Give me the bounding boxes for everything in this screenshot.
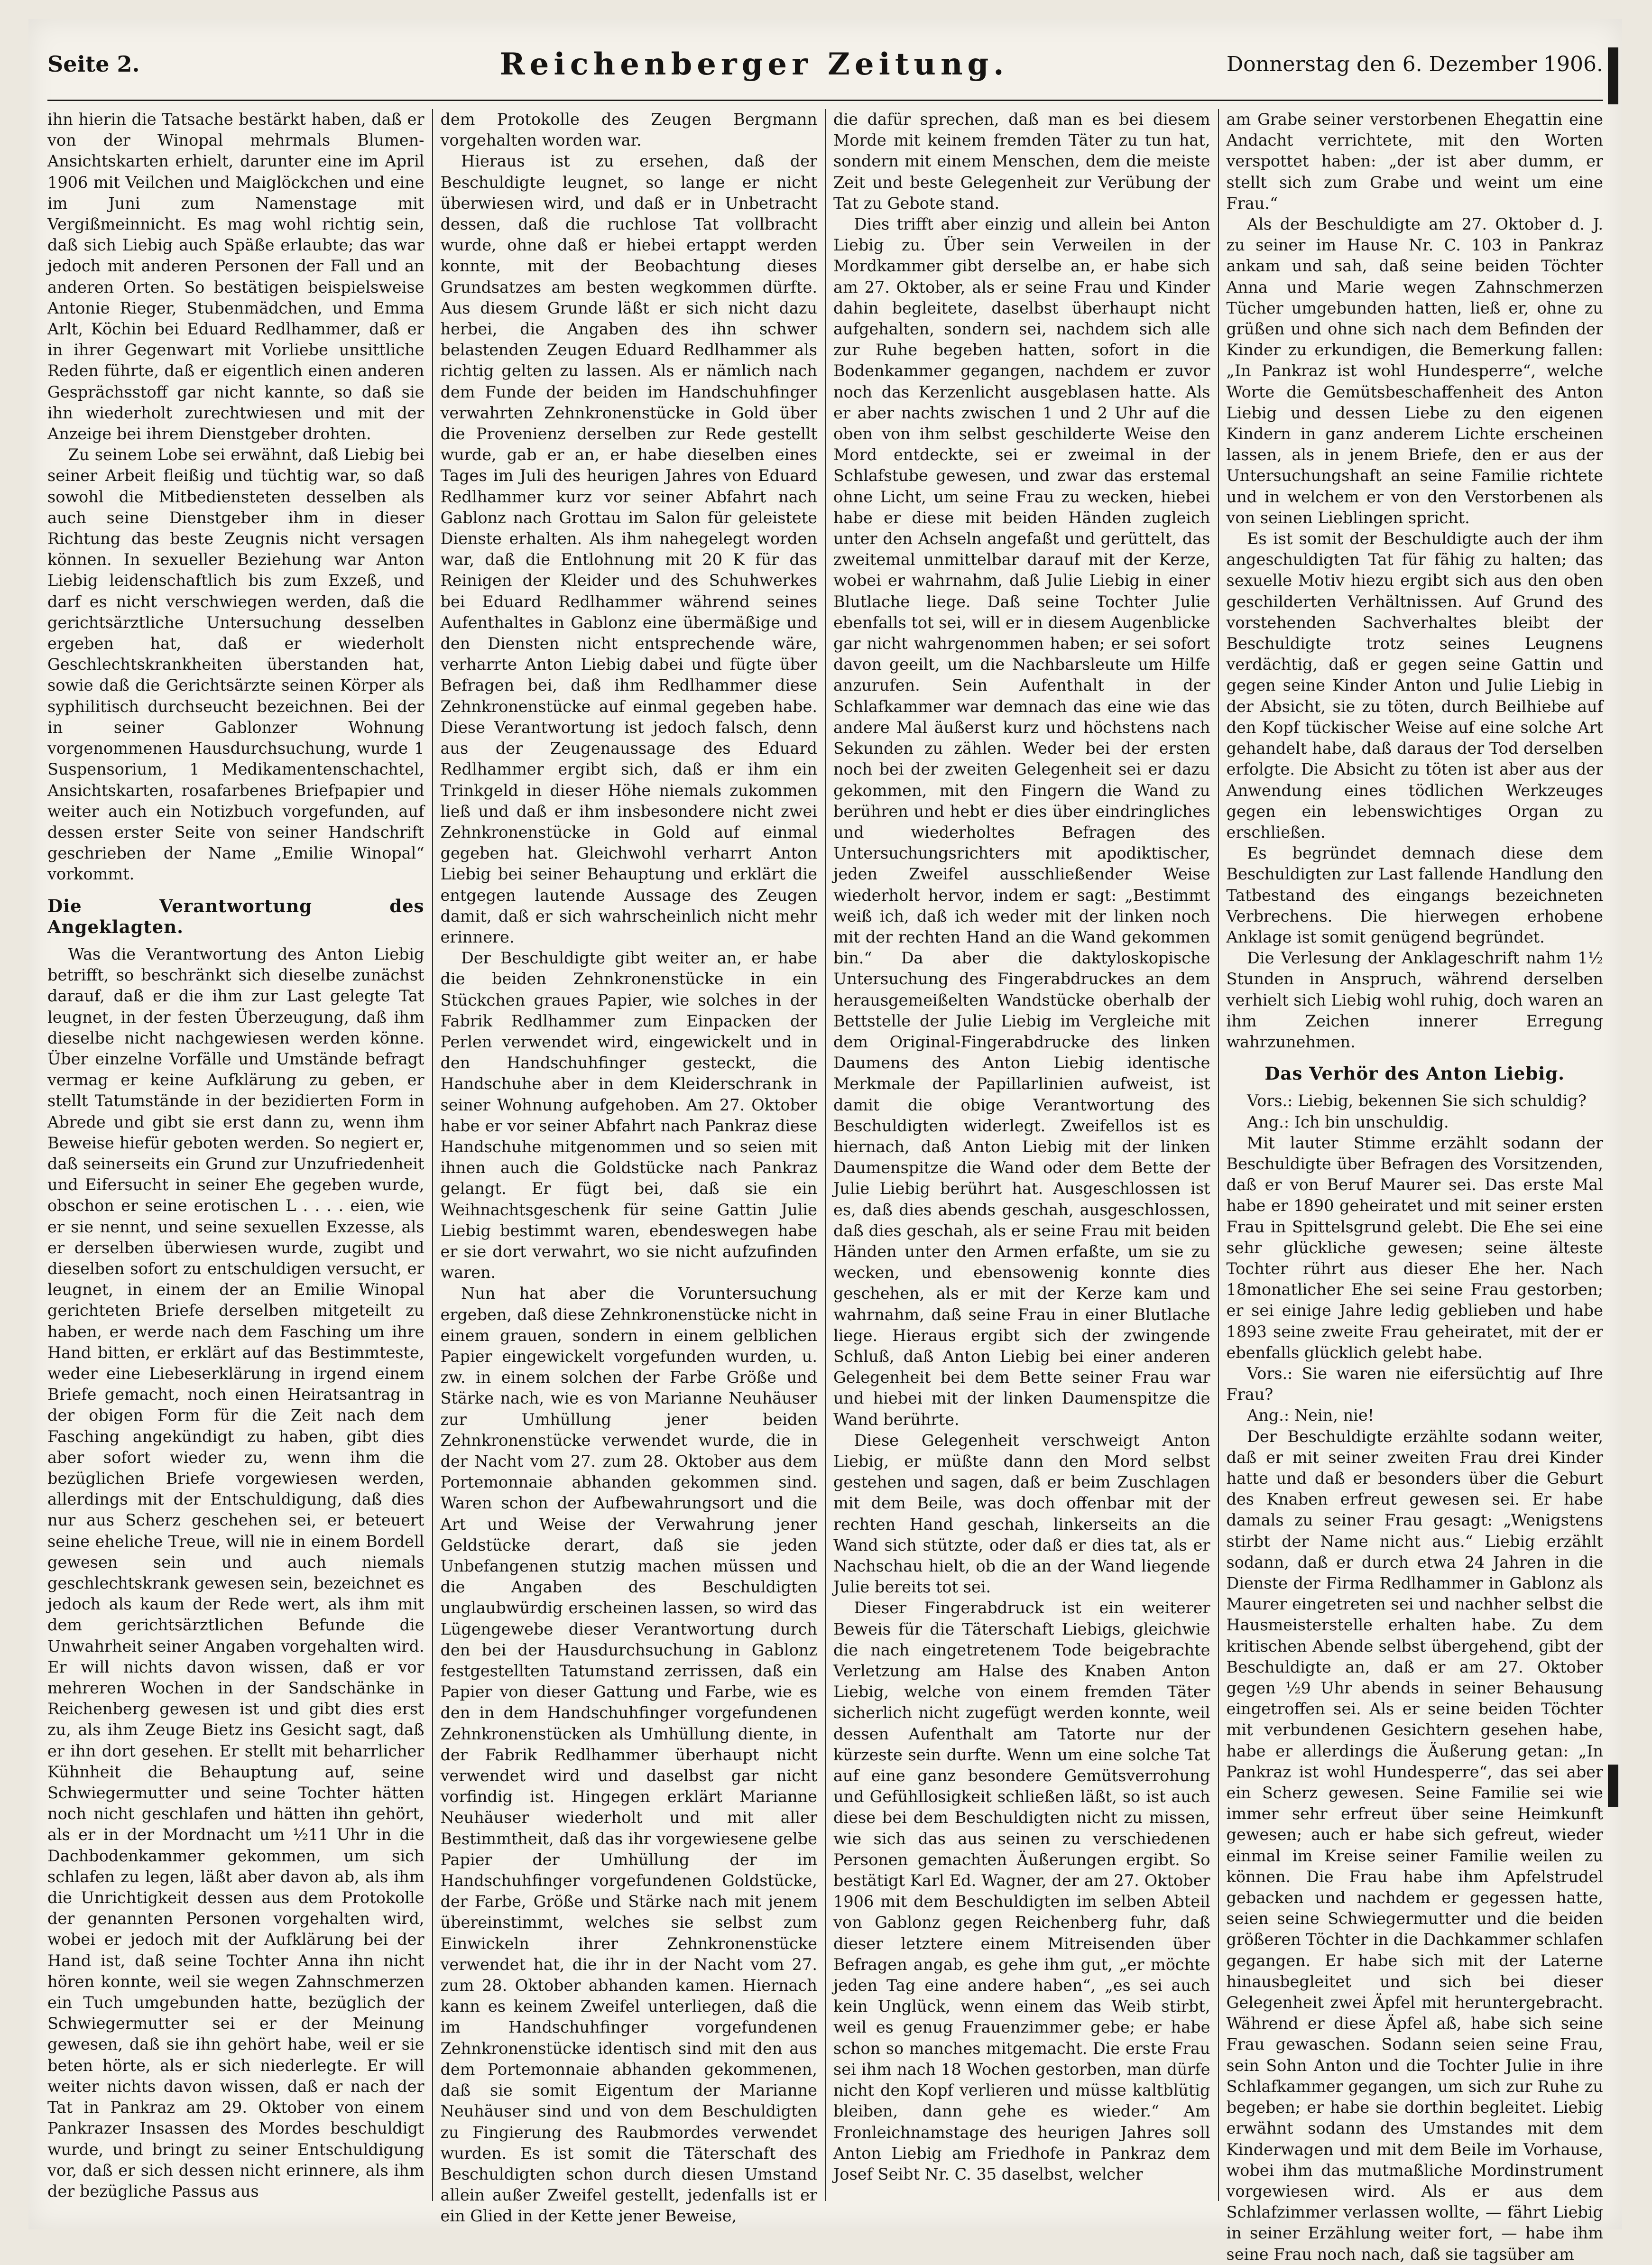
dialogue-line: Ang.: Nein, nie! <box>1247 1406 1375 1425</box>
newspaper-title: Reichenberger Zeitung. <box>499 46 1009 82</box>
article-columns <box>47 109 1603 2264</box>
paragraph: die dafür sprechen, daß man es bei diesem Morde mit keinem fremden Täter zu tun hat, sondern mit einem Menschen, dem die meiste Zeit und beste Gelegenheit zur Verübung der Tat zu Gebote stand. <box>833 110 1210 213</box>
paragraph: Mit lauter Stimme erzählt sodann der Beschuldigte über Befragen des Vorsitzenden, daß er von Beruf Maurer sei. Das erste Mal habe er 1890 geheiratet und mit seiner ersten Frau in Spittelsgrund gelebt. Die Ehe sei eine sehr glückliche gewesen; seine älteste Tochter rührt aus dieser Ehe her. Nach 18monatlicher Ehe sei seine Frau gestorben; er sei einige Jahre ledig geblieben und habe 1893 seine zweite Frau geheiratet, mit der er ebenfalls glücklich gelebt habe. <box>1226 1133 1603 1362</box>
dialogue-line: Vors.: Liebig, bekennen Sie sich schuldig? <box>1247 1091 1587 1110</box>
paragraph: Was die Verantwortung des Anton Liebig betrifft, so beschränkt sich dieselbe zunächst darauf, daß er die ihm zur Last gelegte Tat leugnet, in der festen Überzeugung, daß ihm dieselbe nicht nachgewiesen werden könne. Über einzelne Vorfälle und Umstände befragt vermag er keine Aufklärung zu geben, er stellt Tatumstände in der bezidierten Form in Abrede und gibt sie erst dann zu, wenn ihm Beweise hiefür geboten werden. So negiert er, daß seinerseits ein Grund zur Unzufriedenheit und Eifersucht in seiner Ehe gegeben wurde, obschon er seine erotischen L . . . . eien, wie er sie nennt, und seine sexuellen Exzesse, als er derselben überwiesen wurde, zugibt und dieselben sofort zu entschuldigen versucht, er leugnet, in einem der an Emilie Winopal gerichteten Briefe derselben mitgeteilt zu haben, er werde nach dem Fasching um ihre Hand bitten, er erklärt auf das Bestimmteste, weder eine Liebeserklärung in irgend einem Briefe gemacht, noch einen Heiratsantrag in der obigen Form für die Zeit nach dem Fasching angekündigt zu haben, gibt dies aber sofort wieder zu, wenn ihm die bezüglichen Briefe vorgewiesen werden, allerdings mit der Entschuldigung, daß dies nur aus Scherz geschehen sei, er beteuert seine eheliche Treue, will nie in einem Bordell gewesen sein und auch niemals geschlechtskrank gewesen sein, bezeichnet es jedoch als kaum der Rede wert, als ihm mit dem gerichtsärztlichen Befunde die Unwahrheit seiner Angaben vorgehalten wird. Er will nichts davon wissen, daß er vor mehreren Wochen in der Sandschänke in Reichenberg gewesen ist und gibt dies erst zu, als ihm Zeuge Bietz ins Gesicht sagt, daß er ihn dort gesehen. Er stellt mit beharrlicher Kühnheit die Behauptung auf, seine Schwiegermutter und seine Tochter hätten noch nicht geschlafen und hätten ihn gehört, als er in der Mordnacht um ½11 Uhr in die Dachbodenkammer gekommen, um sich schlafen zu legen, läßt aber davon ab, als ihm die Unrichtigkeit dessen aus dem Protokolle der genannten Personen vorgehalten wird, wobei er jedoch mit der Aufklärung bei der Hand ist, daß seine Tochter Anna ihn nicht hören konnte, weil sie wegen Zahnschmerzen ein Tuch umgebunden hatte, bezüglich der Schwiegermutter sei er der Meinung gewesen, daß sie ihn gehört habe, weil er sie beten hörte, als er sich niederlegte. Er will weiter nichts davon wissen, daß er nach der Tat in Pankraz am 29. Oktober von einem Pankrazer Insassen des Mordes beschuldigt wurde, und bringt zu seiner Entschuldigung vor, daß er sich dessen nicht erinnere, als ihm der bezügliche Passus aus <box>47 944 425 2200</box>
paragraph: am Grabe seiner verstorbenen Ehegattin eine Andacht verrichtete, mit den Worten verspottet haben: „der ist aber dumm, er stellt sich zum Grabe und weint um eine Frau.“ <box>1226 110 1603 213</box>
paragraph: Der Beschuldigte gibt weiter an, er habe die beiden Zehnkronenstücke in ein Stückchen graues Papier, wie solches in der Fabrik Redlhammer zum Einpacken der Perlen verwendet wird, eingewickelt und in den Handschuhfinger gesteckt, die Handschuhe aber in dem Kleiderschrank in seiner Wohnung aufgehoben. Am 27. Oktober habe er vor seiner Abfahrt nach Pankraz diese Handschuhe mitgenommen und so seien mit ihnen auch die Goldstücke nach Pankraz gelangt. Er fügt bei, daß sie ein Weihnachtsgeschenk für seine Gattin Julie Liebig bestimmt waren, ebendeswegen habe er sie dort verwahrt, wo sie nicht aufzufinden waren. <box>440 949 817 1282</box>
paragraph: dem Protokolle des Zeugen Bergmann vorgehalten worden war. <box>440 110 817 150</box>
section-heading: Das Verhör des Anton Liebig. <box>1264 1063 1565 1084</box>
paragraph: Nun hat aber die Voruntersuchung ergeben, daß diese Zehnkronenstücke nicht in einem grauen, sondern in einem gelblichen Papier eingewickelt vorgefunden wurden, u. zw. in einem solchen der Farbe Größe und Stärke nach, wie es von Marianne Neuhäuser zur Umhüllung jener beiden Zehnkronenstücke verwendet wurde, die in der Nacht vom 27. zum 28. Oktober aus dem Portemonnaie abhanden gekommen sind. Waren schon der Aufbewahrungsort und die Art und Weise der Verwahrung jener Geldstücke derart, daß sie jeden Unbefangenen stutzig machen müssen und die Angaben des Beschuldigten unglaubwürdig erscheinen lassen, so wird das Lügengewebe dieser Verantwortung durch den bei der Hausdurchsuchung in Gablonz festgestellten Tatumstand zerrissen, daß ein Papier von dieser Gattung und Farbe, wie es den in dem Handschuhfinger vorgefundenen Zehnkronenstücken als Umhüllung diente, in der Fabrik Redlhammer überhaupt nicht verwendet wird und daselbst gar nicht vorfindig ist. Hingegen erklärt Marianne Neuhäuser wiederholt und mit aller Bestimmtheit, daß das ihr vorgewiesene gelbe Papier der Umhüllung der im Handschuhfinger vorgefundenen Goldstücke, der Farbe, Größe und Stärke nach mit jenem übereinstimmt, welches sie selbst zum Einwickeln ihrer Zehnkronenstücke verwendet hat, die ihr in der Nacht vom 27. zum 28. Oktober abhanden kamen. Hiernach kann es keinem Zweifel unterliegen, daß die im Handschuhfinger vorgefundenen Zehnkronenstücke identisch sind mit den aus dem Portemonnaie abhanden gekommenen, daß sie somit Eigentum der Marianne Neuhäuser sind und von dem Beschuldigten zu Fingierung des Raubmordes verwendet wurden. Es ist somit die Täterschaft des Beschuldigten schon durch diesen Umstand allein außer Zweifel gestellt, jedenfalls ist er ein Glied in der Kette jener Beweise, <box>440 1284 817 2226</box>
scan-edge-mark <box>1608 1765 1618 1807</box>
column-3 <box>833 109 1210 2201</box>
issue-date: Donnerstag den 6. Dezember 1906. <box>1226 52 1603 76</box>
paragraph: Es begründet demnach diese dem Beschuldigten zur Last fallende Handlung den Tatbestand des eingangs bezeichneten Verbrechens. Die hierwegen erhobene Anklage ist somit genügend begründet. <box>1226 844 1603 946</box>
dialogue-line: Vors.: Sie waren nie eifersüchtig auf Ihre Frau? <box>1226 1364 1603 1404</box>
paragraph: ihn hierin die Tatsache bestärkt haben, daß er von der Winopal mehrmals Blumen-Ansichtskarten erhielt, darunter eine im April 1906 mit Veilchen und Maiglöckchen und eine im Juni zum Namenstage mit Vergißmeinnicht. Es mag wohl richtig sein, daß sich Liebig auch Späße erlaubte; das war jedoch mit anderen Personen der Fall und an anderen Orten. So bestätigen beispielsweise Antonie Rieger, Stubenmädchen, und Emma Arlt, Köchin bei Eduard Redlhammer, daß er in ihrer Gegenwart mit Vorliebe unsittliche Reden führte, daß er eigentlich einen anderen Gesprächsstoff gar nicht kannte, so daß sie ihn wiederholt zurechtwiesen und mit der Anzeige bei ihrem Dienstgeber drohten. <box>47 110 425 444</box>
paragraph: Hieraus ist zu ersehen, daß der Beschuldigte leugnet, so lange er nicht überwiesen wird, und daß er in Unbetracht dessen, daß die ruchlose Tat vollbracht wurde, ohne daß er hiebei ertappt werden konnte, mit der Beobachtung dieses Grundsatzes am besten wegkommen dürfte. Aus diesem Grunde läßt er sich nicht dazu herbei, die Angaben des ihn schwer belastenden Zeugen Eduard Redlhammer als richtig gelten zu lassen. Als er nämlich nach dem Funde der beiden im Handschuhfinger verwahrten Zehnkronenstücke in Gold über die Provenienz derselben zur Rede gestellt wurde, gab er an, er habe dieselben eines Tages im Juli des heurigen Jahres von Eduard Redlhammer kurz vor seiner Abfahrt nach Gablonz nach Grottau im Salon für geleistete Dienste erhalten. Als ihm nahegelegt worden war, daß die Entlohnung mit 20 K für das Reinigen der Kleider und des Schuhwerkes bei Eduard Redlhammer während seines Aufenthaltes in Gablonz eine übermäßige und den Diensten nicht entsprechende wäre, verharrte Anton Liebig dabei und fügte über Befragen bei, daß ihm Redlhammer diese Zehnkronenstücke auf einmal gegeben habe. Diese Verantwortung ist jedoch falsch, denn aus der Zeugenaussage des Eduard Redlhammer ergibt sich, daß er ihm ein Trinkgeld in dieser Höhe niemals zukommen ließ und daß er ihm insbesondere nicht zwei Zehnkronenstücke in Gold auf einmal gegeben hat. Gleichwohl verharrt Anton Liebig bei seiner Behauptung und erklärt die entgegen lautende Aussage des Zeugen damit, daß er sich wahrscheinlich nicht mehr erinnere. <box>440 152 817 946</box>
section-heading: Die Verantwortung des Angeklagten. <box>47 895 425 937</box>
paragraph: Dies trifft aber einzig und allein bei Anton Liebig zu. Über sein Verweilen in der Mordkammer gibt derselbe an, er habe sich am 27. Oktober, als er seine Frau und Kinder dahin begleitete, daselbst überhaupt nicht aufgehalten, sondern sei, nachdem sich alle zur Ruhe begeben hatten, sofort in die Bodenkammer gegangen, nachdem er zuvor noch das Kerzenlicht ausgeblasen hatte. Als er aber nachts zwischen 1 und 2 Uhr auf die oben von ihm selbst geschilderte Weise den Mord entdeckte, sei er zweimal in der Schlafstube gewesen, und zwar das erstemal ohne Licht, um seine Frau zu wecken, hiebei habe er diese mit beiden Händen zugleich unter den Achseln angefaßt und gerüttelt, das zweitemal unmittelbar darauf mit der Kerze, wobei er wahrnahm, daß Julie Liebig in einer Blutlache liege. Daß seine Tochter Julie ebenfalls tot sei, will er in diesem Augenblicke gar nicht wahrgenommen haben; er sei sofort davon geeilt, um die Nachbarsleute um Hilfe anzurufen. Sein Aufenthalt in der Schlafkammer war demnach das eine wie das andere Mal äußerst kurz und höchstens nach Sekunden zu zählen. Weder bei der ersten noch bei der zweiten Gelegenheit sei er dazu gekommen, mit den Fingern die Wand zu berühren und hebt er dies über eindringliches und wiederholtes Befragen des Untersuchungsrichters mit apodiktischer, jeden Zweifel ausschließender Weise wiederholt hervor, indem er sagt: „Bestimmt weiß ich, daß ich weder mit der linken noch mit der rechten Hand an die Wand gekommen bin.“ Da aber die daktyloskopische Untersuchung des Fingerabdruckes an dem herausgemeißelten Wandstücke oberhalb der Bettstelle der Julie Liebig im Vergleiche mit dem Original-Fingerabdrucke des linken Daumens des Anton Liebig identische Merkmale der Papillarlinien aufweist, ist damit die obige Verantwortung des Beschuldigten widerlegt. Zweifellos ist es hiernach, daß Anton Liebig mit der linken Daumenspitze die Wand oder dem Bette der Julie Liebig berührt hat. Ausgeschlossen ist es, daß dies abends geschah, ausgeschlossen, daß dies geschah, als er seine Frau mit beiden Händen unter den Armen erfaßte, um sie zu wecken, und ebensowenig konnte dies geschehen, als er mit der Kerze kam und wahrnahm, daß seine Frau in einer Blutlache liege. Hieraus ergibt sich der zwingende Schluß, daß Anton Liebig bei einer anderen Gelegenheit bei dem Bette seiner Frau war und hiebei mit der linken Daumenspitze die Wand berührte. <box>833 215 1210 1429</box>
paragraph: Die Verlesung der Anklageschrift nahm 1½ Stunden in Anspruch, während derselben verhielt sich Liebig wohl ruhig, doch waren an ihm Zeichen innerer Erregung wahrzunehmen. <box>1226 949 1603 1051</box>
paragraph: Es ist somit der Beschuldigte auch der ihm angeschuldigten Tat für fähig zu halten; das sexuelle Motiv hiezu ergibt sich aus den oben geschilderten Verhältnissen. Auf Grund des vorstehenden Sachverhaltes bleibt der Beschuldigte trotz seines Leugnens verdächtig, daß er gegen seine Gattin und gegen seine Kinder Anton und Julie Liebig in der Absicht, sie zu töten, durch Beilhiebe auf den Kopf tückischer Weise auf eine solche Art gehandelt habe, daß daraus der Tod derselben erfolgte. Die Absicht zu töten ist aber aus der Anwendung eines tödlichen Werkzeuges gegen ein lebenswichtiges Organ zu erschließen. <box>1226 529 1603 841</box>
paragraph: Der Beschuldigte erzählte sodann weiter, daß er mit seiner zweiten Frau drei Kinder hatte und daß er besonders über die Geburt des Knaben erfreut gewesen sei. Er habe damals zu seiner Frau gesagt: „Wenigstens stirbt der Name nicht aus.“ Liebig erzählt sodann, daß er durch etwa 24 Jahren in die Dienste der Firma Redlhammer in Gablonz als Maurer eingetreten sei und nachher selbst die Hausmeisterstelle erhalten habe. Zu dem kritischen Abende selbst übergehend, gibt der Beschuldigte an, daß er am 27. Oktober gegen ½9 Uhr abends in seiner Behausung eingetroffen sei. Als er seine beiden Töchter mit verbundenen Gesichtern gesehen habe, habe er allerdings die Äußerung getan: „In Pankraz ist wohl Hundesperre“, das sei aber ein Scherz gewesen. Seine Familie sei wie immer sehr erfreut über seine Heimkunft gewesen; auch er habe sich gefreut, wieder einmal im Kreise seiner Familie weilen zu können. Die Frau habe ihm Apfelstrudel gebacken und nachdem er gegessen hatte, seien seine Schwiegermutter und die beiden größeren Töchter in die Dachkammer schlafen gegangen. Er habe sich mit der Laterne hinausbegleitet und sich bei dieser Gelegenheit zwei Äpfel mit heruntergebracht. Während er diese Äpfel aß, habe sich seine Frau gewaschen. Sodann seien seine Frau, sein Sohn Anton und die Tochter Julie in ihre Schlafkammer gegangen, um sich zur Ruhe zu begeben; er habe sie dorthin begleitet. Liebig erwähnt sodann des Umstandes mit dem Kinderwagen und mit dem Beile im Vorhause, wobei ihm das mutmaßliche Mordinstrument vorgewiesen wird. Als er aus dem Schlafzimmer verlassen wollte, — fährt Liebig in seiner Erzählung weiter fort, — habe ihm seine Frau noch nach, daß sie tagsüber am <box>1226 1427 1603 2264</box>
masthead <box>47 28 1603 101</box>
column-2 <box>440 109 818 2226</box>
paragraph: Zu seinem Lobe sei erwähnt, daß Liebig bei seiner Arbeit fleißig und tüchtig war, so daß sowohl die Mitbediensteten desselben als auch seine Dienstgeber ihm in dieser Richtung das beste Zeugnis nicht versagen können. In sexueller Beziehung war Anton Liebig leidenschaftlich bis zum Exzeß, und darf es nicht verschwiegen werden, daß die gerichtsärztliche Untersuchung desselben ergeben hat, daß er wiederholt Geschlechtskrankheiten überstanden hat, sowie daß die Gerichtsärzte seinen Körper als syphilitisch durchseucht bezeichnen. Bei der in seiner Gablonzer Wohnung vorgenommenen Hausdurchsuchung, wurde 1 Suspensorium, 1 Medikamentenschachtel, Ansichtskarten, rosafarbenes Briefpapier und weiter auch ein Notizbuch vorgefunden, auf dessen erster Seite von seiner Handschrift geschrieben der Name „Emilie Winopal“ vorkommt. <box>47 445 425 884</box>
column-4 <box>1226 109 1604 2264</box>
page-number: Seite 2. <box>47 51 140 77</box>
dialogue-line: Ang.: Ich bin unschuldig. <box>1247 1112 1449 1131</box>
paragraph: Als der Beschuldigte am 27. Oktober d. J. zu seiner im Hause Nr. C. 103 in Pankraz ankam und sah, daß seine beiden Töchter Anna und Marie wegen Zahnschmerzen Tücher umgebunden hatten, ließ er, ohne zu grüßen und ohne sich nach dem Befinden der Kinder zu erkundigen, die Bemerkung fallen: „In Pankraz ist wohl Hundesperre“, welche Worte die Gemütsbeschaffenheit des Anton Liebig und dessen Liebe zu den eigenen Kindern in ganz anderem Lichte erscheinen lassen, als in jenem Briefe, den er aus der Untersuchungshaft an seine Familie richtete und in welchem er von den Verstorbenen als von seinen Lieblingen spricht. <box>1226 215 1603 527</box>
scan-edge-mark <box>1608 47 1618 104</box>
paragraph: Diese Gelegenheit verschweigt Anton Liebig, er müßte dann den Mord selbst gestehen und sagen, daß er beim Zuschlagen mit dem Beile, was doch offenbar mit der rechten Hand geschah, linkerseits an die Wand sich stützte, oder daß er dies tat, als er Nachschau hielt, ob die an der Wand liegende Julie bereits tot sei. <box>833 1431 1210 1597</box>
newspaper-page <box>28 19 1622 2264</box>
paragraph: Dieser Fingerabdruck ist ein weiterer Beweis für die Täterschaft Liebigs, gleichwie die nach eingetretenem Tode beigebrachte Verletzung am Halse des Knaben Anton Liebig, welche von einem fremden Täter sicherlich nicht zugefügt werden konnte, weil dessen Aufenthalt am Tatorte nur der kürzeste sein durfte. Wenn um eine solche Tat auf eine ganz besondere Gemütsverrohung und Gefühllosigkeit schließen läßt, so ist auch diese bei dem Beschuldigten nicht zu missen, wie sich das aus seinen zu verschiedenen Personen gemachten Äußerungen ergibt. So bestätigt Karl Ed. Wagner, der am 27. Oktober 1906 mit dem Beschuldigten im selben Abteil von Gablonz gegen Reichenberg fuhr, daß dieser letztere einem Mitreisenden über Befragen angab, es gehe ihm gut, „er möchte jeden Tag eine andere haben“, „es sei auch kein Unglück, wenn einem das Weib stirbt, weil es genug Frauenzimmer gebe; er habe schon so manches mitgemacht. Die erste Frau sei ihm nach 18 Wochen gestorben, man dürfe nicht den Kopf verlieren und müsse kaltblütig bleiben, dann gehe es wieder.“ Am Fronleichnamstage des heurigen Jahres soll Anton Liebig am Friedhofe in Pankraz dem Josef Seibt Nr. C. 35 daselbst, welcher <box>833 1599 1210 2183</box>
column-1 <box>47 109 425 2201</box>
